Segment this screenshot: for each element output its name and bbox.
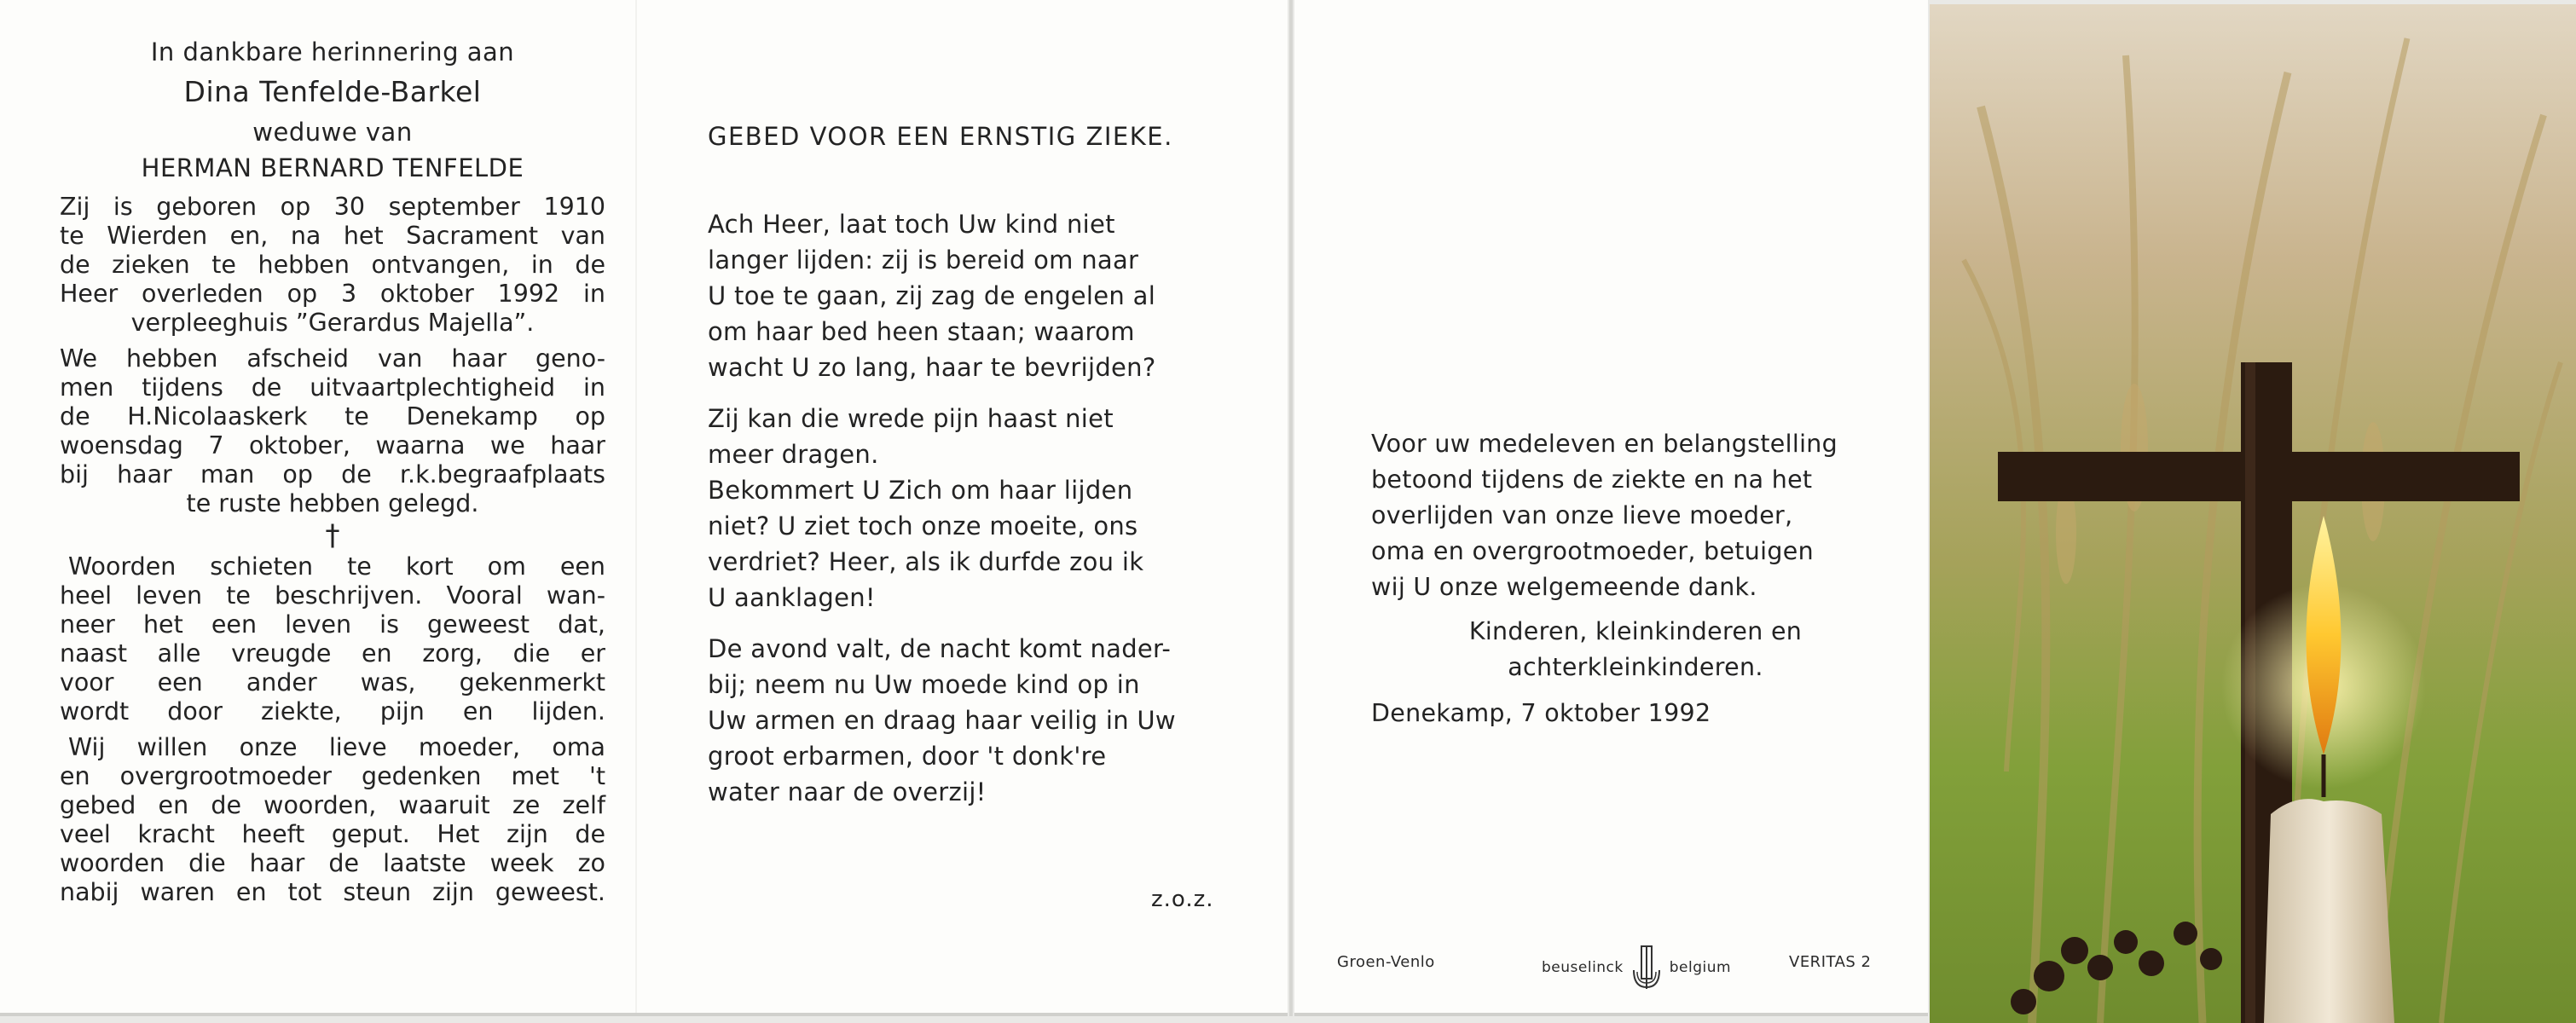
text-line: naast alle vreugde en zorg, die er <box>60 639 605 668</box>
text-line: nabij waren en tot steun zijn geweest. <box>60 878 605 906</box>
text-line: overlijden van onze lieve moeder, <box>1371 501 1793 529</box>
remembrance-paragraph <box>60 733 605 907</box>
text-line: neer het een leven is geweest dat, <box>60 610 605 639</box>
text-line: Uw armen en draag haar veilig in Uw <box>708 706 1176 735</box>
prayer-paragraph-3 <box>708 631 1236 810</box>
text-line: te Wierden en, na het Sacrament van <box>60 222 605 250</box>
text-line: Kinderen, kleinkinderen en <box>1468 617 1803 645</box>
text-line: Heer overleden op 3 oktober 1992 in <box>60 280 605 308</box>
text-line: Wij willen onze lieve moeder, oma <box>68 733 605 761</box>
text-line: gebed en de woorden, waaruit ze zelf <box>60 791 605 819</box>
text-line: U aanklagen! <box>708 583 876 612</box>
turn-over-note: z.o.z. <box>1151 887 1214 912</box>
text-line: voor een ander was, gekenmerkt <box>60 668 605 696</box>
text-line: verdriet? Heer, als ik durfde zou ik <box>708 547 1144 576</box>
text-line: verpleeghuis ”Gerardus Majella”. <box>130 309 535 337</box>
intro-line: In dankbare herinnering aan <box>150 38 515 66</box>
text-line: en overgrootmoeder gedenken met 't <box>60 762 605 790</box>
text-line: de H.Nicolaaskerk te Denekamp op <box>60 402 605 431</box>
text-line: Ach Heer, laat toch Uw kind niet <box>708 210 1115 239</box>
text-line: water naar de overzij! <box>708 777 987 806</box>
text-line: wacht U zo lang, haar te bevrijden? <box>708 353 1156 382</box>
signature-block <box>1371 614 1917 685</box>
text-line: U toe te gaan, zij zag de engelen al <box>708 281 1156 310</box>
text-line: woorden die haar de laatste week zo <box>60 849 605 877</box>
place-date: Denekamp, 7 oktober 1992 <box>1371 699 1711 727</box>
publisher-logo-icon <box>1627 945 1666 991</box>
printer-name: Groen-Venlo <box>1337 953 1435 971</box>
publisher-country: belgium <box>1669 959 1732 976</box>
text-line: de zieken te hebben ontvangen, in de <box>60 251 605 279</box>
text-line: veel kracht heeft geput. Het zijn de <box>60 820 605 848</box>
text-line: meer dragen. <box>708 440 879 469</box>
funeral-paragraph <box>60 344 605 518</box>
prayer-paragraph-2 <box>708 401 1236 616</box>
prayer-paragraph-1 <box>708 206 1236 385</box>
text-line: Woorden schieten te kort om een <box>68 552 605 581</box>
deceased-name: Dina Tenfelde-Barkel <box>183 75 482 108</box>
text-line: groot erbarmen, door 't donk're <box>708 742 1107 771</box>
card-fold <box>1289 0 1293 1016</box>
prayer-title: GEBED VOOR EEN ERNSTIG ZIEKE. <box>708 122 1173 151</box>
cross-with-candle-photo <box>1930 4 2576 1023</box>
text-line: We hebben afscheid van haar geno- <box>60 344 605 373</box>
text-line: woensdag 7 oktober, waarna we haar <box>60 431 605 459</box>
text-line: Voor uw medeleven en belangstelling <box>1371 430 1838 458</box>
text-line: De avond valt, de nacht komt nader- <box>708 634 1172 663</box>
card-inner-spread <box>0 0 1288 1016</box>
birth-death-paragraph <box>60 193 605 338</box>
photo-illustration <box>1930 4 2576 1023</box>
prayer-column <box>708 119 1236 810</box>
text-line: bij; neem nu Uw moede kind op in <box>708 670 1140 699</box>
text-line: wordt door ziekte, pijn en lijden. <box>60 697 605 725</box>
text-line: bij haar man op de r.k.begraafplaats <box>60 460 605 488</box>
text-line: wij U onze welgemeende dank. <box>1371 573 1757 601</box>
text-line: Zij kan die wrede pijn haast niet <box>708 404 1114 433</box>
husband-name: HERMAN BERNARD TENFELDE <box>141 153 524 182</box>
text-line: oma en overgrootmoeder, betuigen <box>1371 537 1814 565</box>
text-line: heel leven te beschrijven. Vooral wan- <box>60 581 605 610</box>
text-line: niet? U ziet toch onze moeite, ons <box>708 512 1138 540</box>
cross-symbol: † <box>325 518 340 552</box>
publisher-logo <box>1542 945 1731 991</box>
widow-of-line: weduwe van <box>252 118 413 147</box>
thanks-column <box>1371 426 1917 731</box>
text-line: om haar bed heen staan; waarom <box>708 317 1135 346</box>
text-line: Zij is geboren op 30 september 1910 <box>60 193 605 221</box>
card-series: VERITAS 2 <box>1789 953 1872 971</box>
publisher-name: beuselinck <box>1542 959 1624 976</box>
text-line: te ruste hebben gelegd. <box>186 489 479 517</box>
memorial-text-column <box>60 34 605 907</box>
text-line: betoond tijdens de ziekte en na het <box>1371 465 1813 494</box>
card-back-page <box>1294 0 1928 1016</box>
thanks-paragraph <box>1371 426 1917 605</box>
text-line: langer lijden: zij is bereid om naar <box>708 246 1139 275</box>
text-line: men tijdens de uitvaartplechtigheid in <box>60 373 605 402</box>
text-line: Bekommert U Zich om haar lijden <box>708 476 1133 505</box>
words-paragraph <box>60 552 605 726</box>
text-line: achterkleinkinderen. <box>1508 653 1763 681</box>
